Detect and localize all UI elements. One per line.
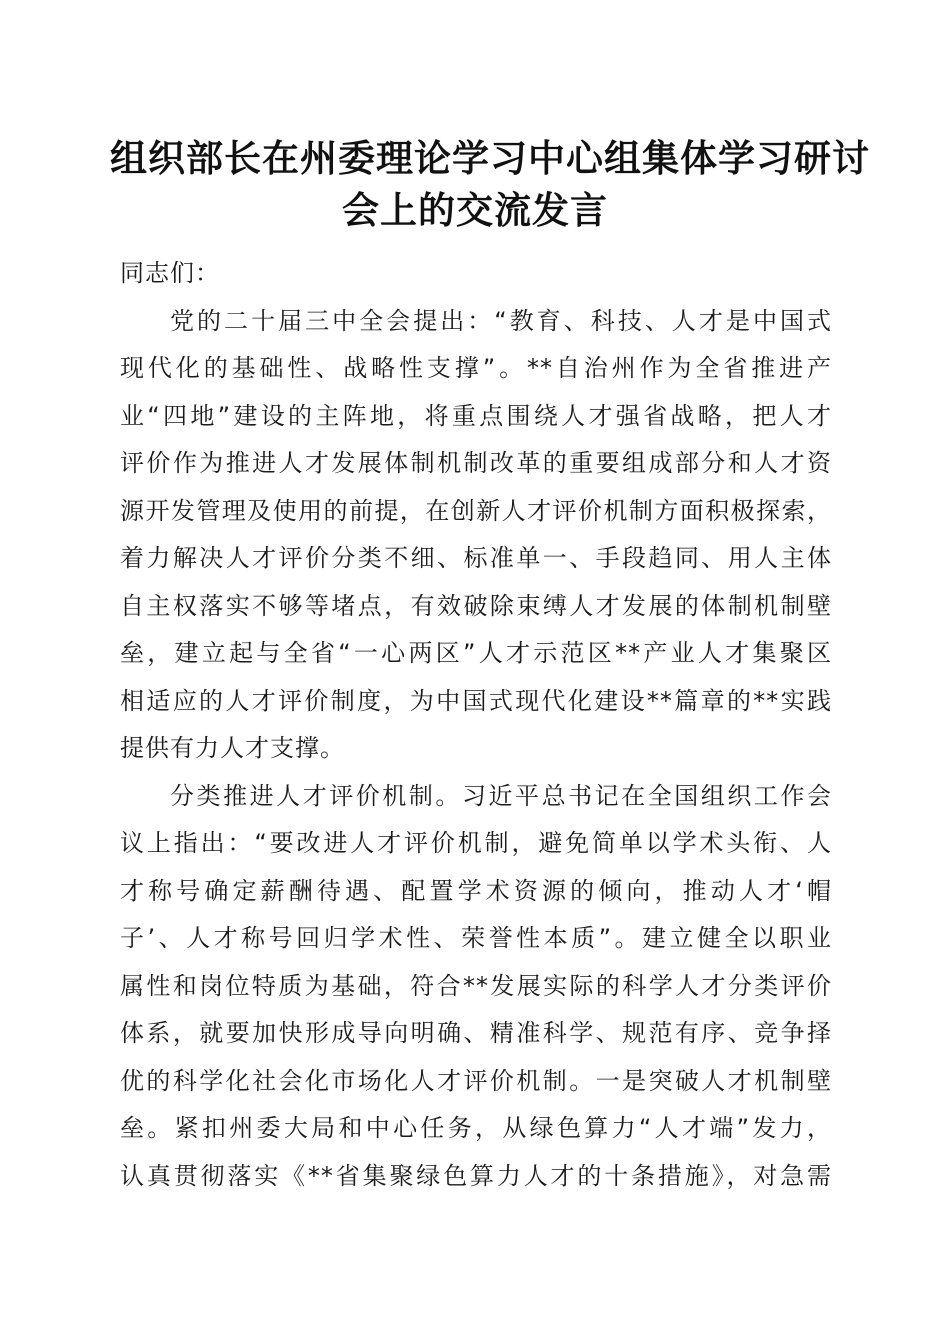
paragraph-line: 评价作为推进人才发展体制机制改革的重要组成部分和人才资 [120,449,832,477]
paragraph-line: 垒。紧扣州委大局和中心任务，从绿色算力“人才端”发力， [120,1114,832,1142]
paragraph-line: 党的二十届三中全会提出：“教育、科技、人才是中国式 [170,306,832,335]
paragraph-line: 优的科学化社会化市场化人才评价机制。一是突破人才机制壁 [120,1066,832,1095]
paragraph-line: 相适应的人才评价制度，为中国式现代化建设**篇章的**实践 [120,686,832,715]
paragraph-line: 才称号确定薪酬待遇、配置学术资源的倾向，推动人才‘帽 [120,876,832,905]
paragraph-line: 分类推进人才评价机制。习近平总书记在全国组织工作会 [170,781,832,810]
paragraph-line: 提供有力人才支撑。 [120,734,345,762]
paragraph-line: 属性和岗位特质为基础，符合**发展实际的科学人才分类评价 [120,971,832,1000]
paragraph-line: 垒，建立起与全省“一心两区”人才示范区**产业人才集聚区 [120,639,832,667]
paragraph-line: 认真贯彻落实《**省集聚绿色算力人才的十条措施》，对急需 [120,1161,832,1190]
paragraph-line: 自主权落实不够等堵点，有效破除束缚人才发展的体制机制壁 [120,591,832,620]
paragraph-line: 议上指出：“要改进人才评价机制，避免简单以学术头衔、人 [120,829,832,857]
paragraph-line: 着力解决人才评价分类不细、标准单一、手段趋同、用人主体 [120,544,832,572]
paragraph-line: 体系，就要加快形成导向明确、精准科学、规范有序、竞争择 [120,1019,832,1047]
paragraph-line: 现代化的基础性、战略性支撑”。**自治州作为全省推进产 [120,354,832,382]
paragraph-1 [120,298,832,773]
document-title [110,132,870,236]
title-line-2: 会上的交流发言 [342,188,608,232]
title-line-1: 组织部长在州委理论学习中心组集体学习研讨 [110,136,870,180]
document-body [120,250,832,1200]
salutation: 同志们： [120,259,220,287]
paragraph-line: 业“四地”建设的主阵地，将重点围绕人才强省战略，把人才 [120,401,832,430]
paragraph-line: 源开发管理及使用的前提，在创新人才评价机制方面积极探索， [120,496,832,525]
paragraph-2 [120,773,832,1201]
paragraph-line: 子’、人才称号回归学术性、荣誉性本质”。建立健全以职业 [120,924,832,952]
